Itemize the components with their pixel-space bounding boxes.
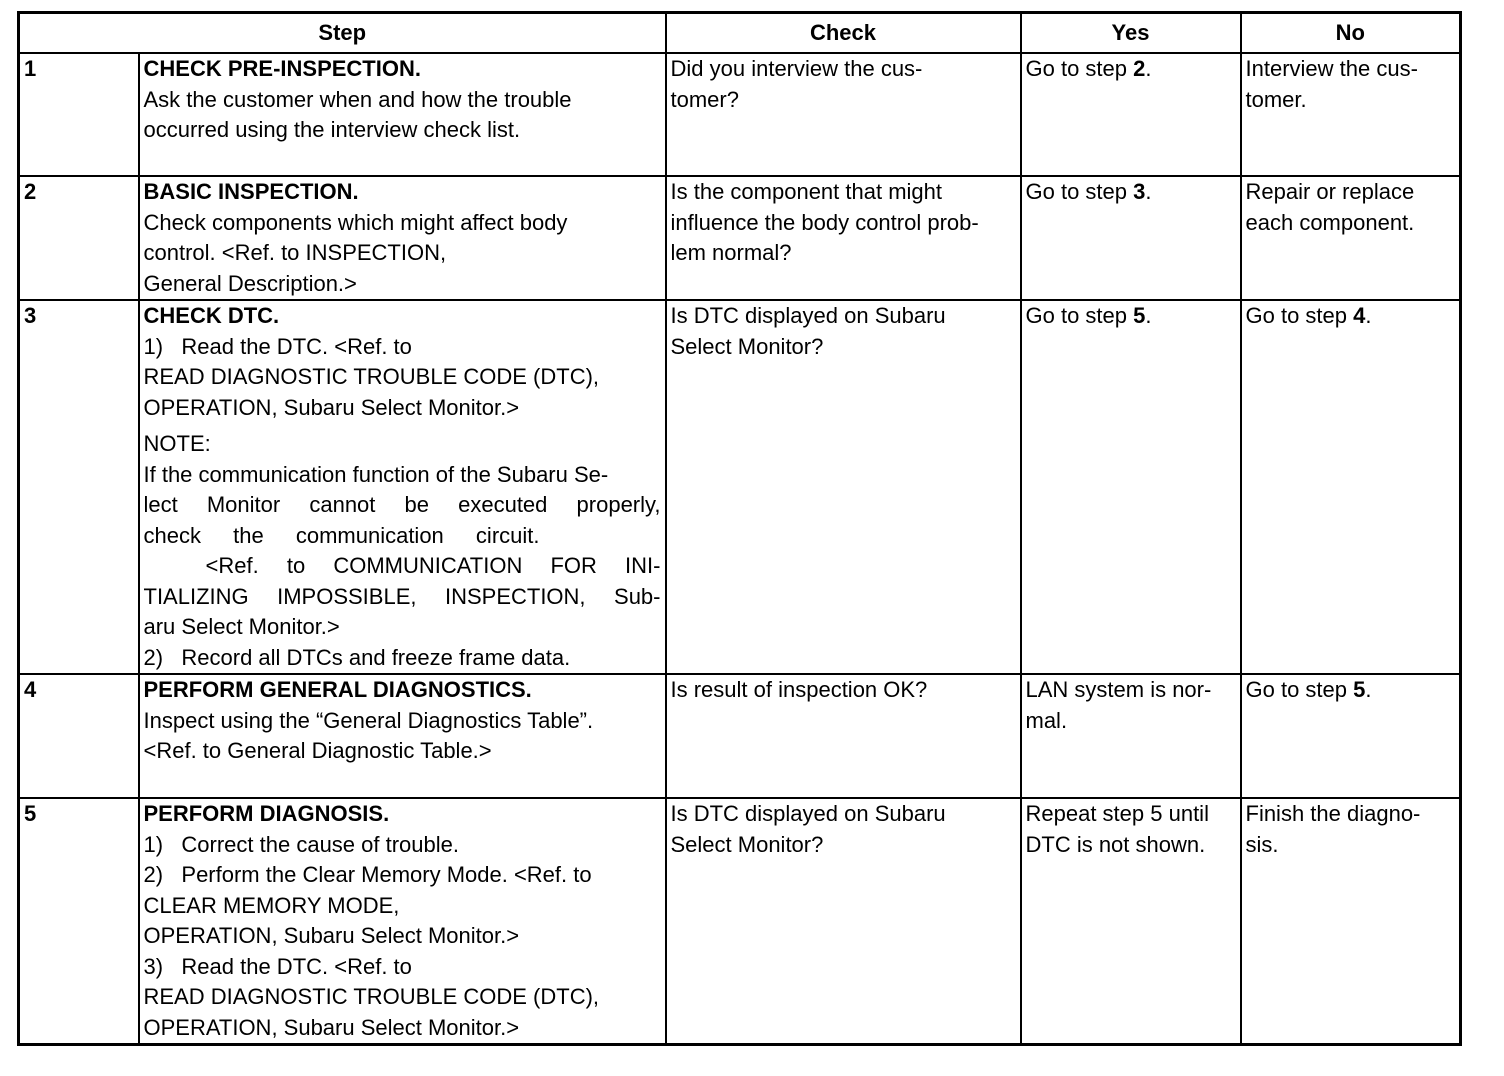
step-title: CHECK DTC.	[143, 303, 280, 328]
table-row-step-2	[19, 176, 1461, 300]
table-row-step-1	[19, 53, 1461, 176]
check-text-line: Is result of inspection OK?	[670, 677, 928, 702]
no-cell	[1241, 798, 1461, 1045]
step-number: 1	[19, 53, 139, 176]
check-cell	[666, 176, 1021, 300]
check-text-line: Is the component that might	[670, 179, 942, 204]
yes-step-ref: 3	[1133, 179, 1146, 204]
yes-text-suffix: .	[1145, 179, 1152, 204]
no-cell	[1241, 176, 1461, 300]
step-text-line: READ DIAGNOSTIC TROUBLE CODE (DTC),	[143, 364, 600, 389]
header-yes: Yes	[1021, 13, 1241, 54]
step-text-line: 2) Record all DTCs and freeze frame data.	[143, 644, 571, 670]
no-text-line: each component.	[1245, 209, 1415, 235]
no-text-line: sis.	[1245, 831, 1279, 857]
step-number: 5	[19, 798, 139, 1045]
step-number: 3	[19, 300, 139, 674]
yes-cell	[1021, 300, 1241, 674]
yes-text-suffix: .	[1145, 56, 1152, 81]
step-title: BASIC INSPECTION.	[143, 179, 359, 204]
step-description	[139, 53, 666, 176]
note-label: NOTE:	[143, 431, 211, 456]
no-text: Go to step	[1245, 303, 1354, 328]
check-cell	[666, 674, 1021, 798]
yes-step-ref: 5	[1133, 303, 1146, 328]
no-text-suffix: .	[1365, 303, 1372, 328]
header-check: Check	[666, 13, 1021, 54]
yes-text-suffix: .	[1145, 303, 1152, 328]
no-text-line: Interview the cus-	[1245, 56, 1418, 81]
check-text-line: Is DTC displayed on Subaru	[670, 801, 946, 826]
no-text: Go to step	[1245, 677, 1354, 702]
step-description	[139, 674, 666, 798]
step-text-line: occurred using the interview check list.	[143, 117, 521, 142]
check-text-line: lem normal?	[670, 240, 792, 265]
no-cell	[1241, 53, 1461, 176]
yes-text-line: LAN system is nor-	[1025, 677, 1212, 702]
note-ref-line: <Ref. to COMMUNICATION FOR INI-	[205, 553, 661, 578]
no-step-ref: 4	[1353, 303, 1366, 328]
check-text-line: Did you interview the cus-	[670, 56, 923, 81]
step-text-line: 1) Correct the cause of trouble.	[143, 831, 459, 857]
step-number: 4	[19, 674, 139, 798]
yes-cell	[1021, 674, 1241, 798]
step-text-line: OPERATION, Subaru Select Monitor.>	[143, 394, 520, 420]
step-text-line: Inspect using the “General Diagnostics Table”.	[143, 707, 594, 733]
no-cell	[1241, 674, 1461, 798]
step-title: CHECK PRE-INSPECTION.	[143, 56, 421, 81]
step-text-line: <Ref. to General Diagnostic Table.>	[143, 738, 492, 763]
step-text-line: Check components which might affect body	[143, 209, 568, 235]
step-text-line: READ DIAGNOSTIC TROUBLE CODE (DTC),	[143, 984, 600, 1009]
check-text-line: Select Monitor?	[670, 831, 824, 857]
no-text-line: Finish the diagno-	[1245, 801, 1421, 826]
note-text-line: lect Monitor cannot be executed properly,	[143, 492, 661, 517]
step-text-line: General Description.>	[143, 270, 357, 296]
check-text-line: influence the body control prob-	[670, 209, 979, 235]
step-description	[139, 798, 666, 1045]
step-title: PERFORM GENERAL DIAGNOSTICS.	[143, 677, 532, 702]
yes-text: Go to step	[1025, 179, 1134, 204]
no-cell	[1241, 300, 1461, 674]
yes-step-ref: 2	[1133, 56, 1146, 81]
yes-cell	[1021, 798, 1241, 1045]
table-row-step-5	[19, 798, 1461, 1045]
note-ref-line: TIALIZING IMPOSSIBLE, INSPECTION, Sub-	[143, 583, 661, 609]
header-step: Step	[19, 13, 666, 54]
yes-cell	[1021, 176, 1241, 300]
no-text-line: Repair or replace	[1245, 179, 1415, 204]
yes-text: Go to step	[1025, 56, 1134, 81]
yes-text-line: DTC is not shown.	[1025, 831, 1206, 857]
check-text-line: tomer?	[670, 86, 739, 112]
check-text-line: Is DTC displayed on Subaru	[670, 303, 946, 328]
step-text-line: Ask the customer when and how the trouble	[143, 86, 572, 112]
yes-text-line: Repeat step 5 until	[1025, 801, 1209, 826]
step-text-line: CLEAR MEMORY MODE,	[143, 892, 400, 918]
note-text-line: If the communication function of the Subaru Se-	[143, 461, 609, 487]
diagnostic-table	[17, 11, 1462, 1046]
step-text-line: OPERATION, Subaru Select Monitor.>	[143, 923, 520, 948]
table-row-step-4	[19, 674, 1461, 798]
yes-cell	[1021, 53, 1241, 176]
yes-text-line: mal.	[1025, 707, 1068, 733]
step-text-line: 2) Perform the Clear Memory Mode. <Ref. to	[143, 862, 592, 887]
no-step-ref: 5	[1353, 677, 1366, 702]
yes-text: Go to step	[1025, 303, 1134, 328]
no-text-line: tomer.	[1245, 86, 1307, 112]
table-row-step-3	[19, 300, 1461, 674]
check-cell	[666, 300, 1021, 674]
header-row	[19, 13, 1461, 54]
no-text-suffix: .	[1365, 677, 1372, 702]
header-no: No	[1241, 13, 1461, 54]
note-ref-line: aru Select Monitor.>	[143, 614, 340, 639]
step-description	[139, 176, 666, 300]
step-text-line: 1) Read the DTC. <Ref. to	[143, 333, 412, 359]
step-title: PERFORM DIAGNOSIS.	[143, 801, 390, 826]
step-text-line: 3) Read the DTC. <Ref. to	[143, 953, 412, 979]
step-number: 2	[19, 176, 139, 300]
check-cell	[666, 798, 1021, 1045]
note-text-line: check the communication circuit.	[143, 522, 540, 548]
step-text-line: OPERATION, Subaru Select Monitor.>	[143, 1014, 520, 1040]
step-description	[139, 300, 666, 674]
step-text-line: control. <Ref. to INSPECTION,	[143, 240, 447, 265]
check-cell	[666, 53, 1021, 176]
check-text-line: Select Monitor?	[670, 333, 824, 359]
